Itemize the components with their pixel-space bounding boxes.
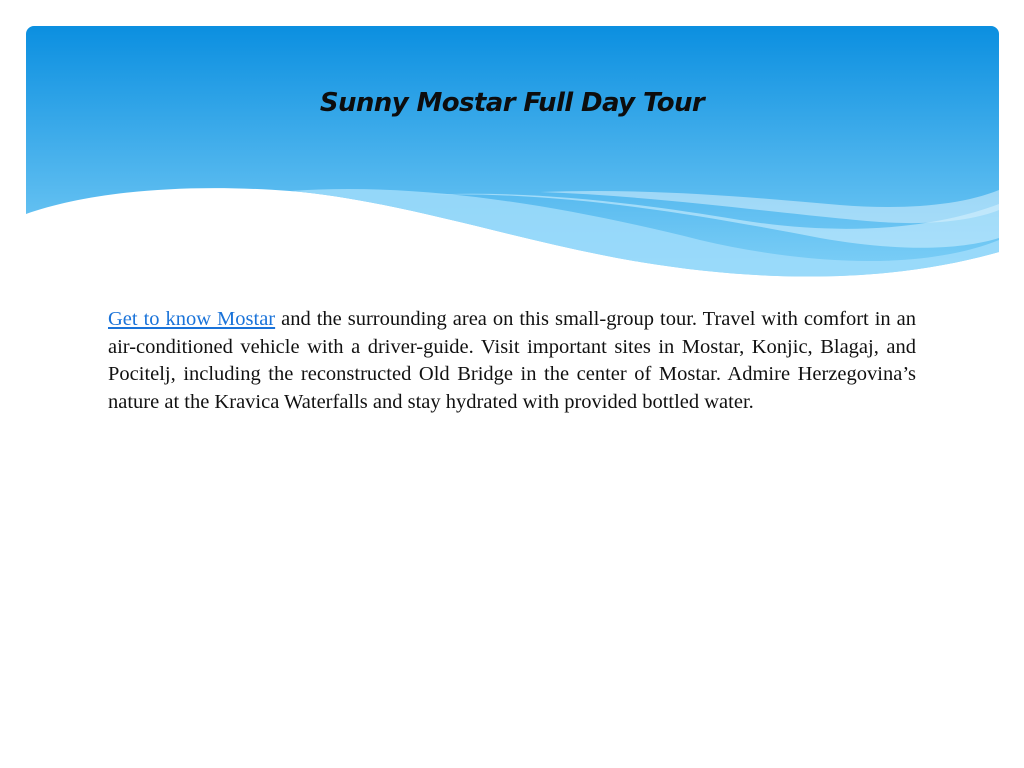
body-text-content: and the surrounding area on this small-group tour. Travel with comfort in an air-conditioned vehicle with a driver-guide. Visit important sites in Mostar, Konjic, Blagaj, and Pocitelj, including the reconstructed Old Bridge in the center of Mostar. Admire Herzegovina’s nature at the Kravica Waterfalls and stay hydrated with provided bottled water. (108, 308, 916, 413)
body-paragraph (108, 306, 916, 416)
wave-banner-graphic (0, 0, 1024, 290)
get-to-know-mostar-link[interactable]: Get to know Mostar (108, 308, 276, 330)
slide-title: Sunny Mostar Full Day Tour (319, 88, 705, 118)
header-banner (0, 0, 1024, 290)
